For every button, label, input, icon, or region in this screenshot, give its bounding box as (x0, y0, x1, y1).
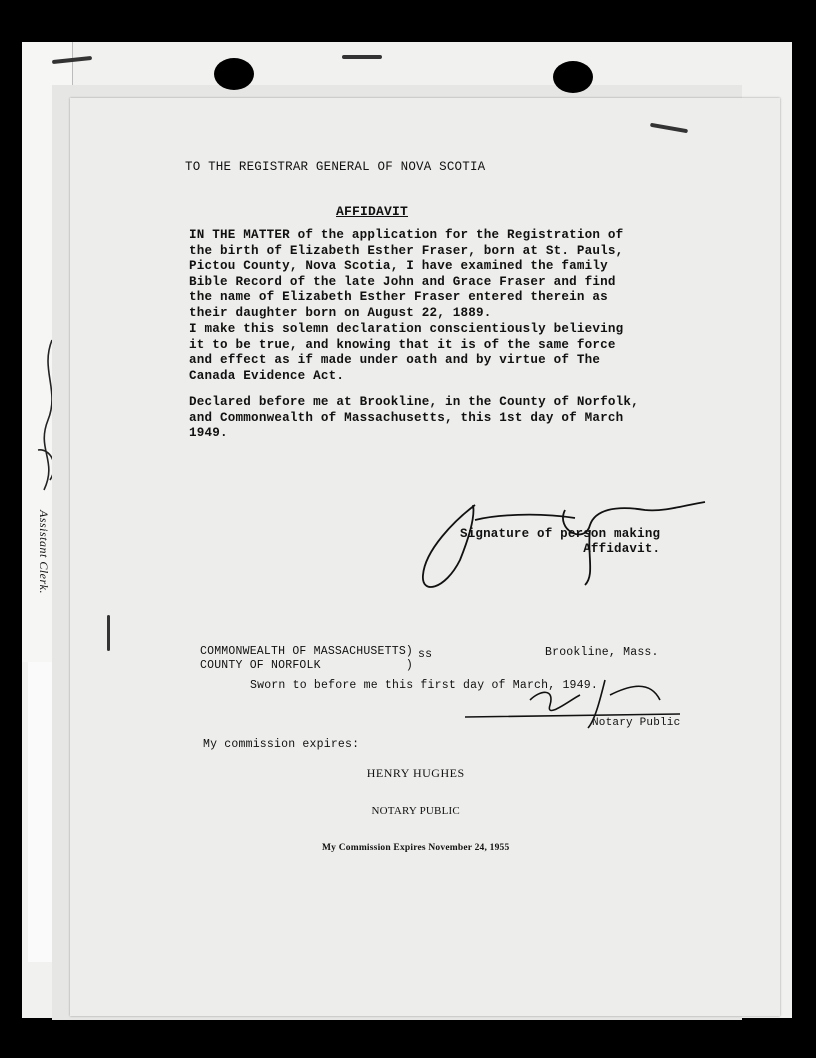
paragraph-declared: Declared before me at Brookline, in the County of Norfolk, and Commonwealth of Massachusetts, this 1st day of March 1949. (189, 395, 639, 440)
stamp-notary-name: HENRY HUGHES (366, 766, 465, 780)
paragraph-declaration: I make this solemn declaration conscientiously believing it to be true, and knowing that it is of the same force and effect as if made under oath and by virtue of The Canada Evidence Act. (189, 322, 624, 383)
ss-mark: ss (418, 648, 433, 661)
sworn-statement: Sworn to before me this first day of March, 1949. (250, 679, 598, 692)
punch-hole-left (214, 58, 254, 90)
jurisdiction-block: COMMONWEALTH OF MASSACHUSETTS) COUNTY OF NORFOLK ) (200, 645, 414, 672)
place-of-oath: Brookline, Mass. (545, 646, 659, 659)
document-heading: TO THE REGISTRAR GENERAL OF NOVA SCOTIA (185, 160, 486, 174)
staple-mark (342, 55, 382, 59)
commission-expires-label: My commission expires: (203, 738, 360, 751)
notary-public-label: Notary Public (592, 717, 681, 729)
stamp-notary-title: NOTARY PUBLIC (371, 804, 460, 817)
assistant-clerk-label: Assistant Clerk. (37, 510, 51, 595)
punch-hole-right (553, 61, 593, 93)
staple-mark (107, 615, 110, 651)
signature-caption: Signature of person making Affidavit. (460, 527, 661, 556)
affidavit-title: AFFIDAVIT (336, 204, 409, 219)
notary-stamp (322, 742, 509, 867)
stamp-expiry: My Commission Expires November 24, 1955 (322, 843, 510, 853)
paragraph-matter: IN THE MATTER of the application for the Registration of the birth of Elizabeth Esther Fraser, born at St. Pauls, Pictou County, Nova Scotia, I have examined the family Bible Record of the late John and Grace Fraser and find the name of Elizabeth Esther Fraser entered therein as their daughter born on August 22, 1889. (189, 228, 624, 320)
